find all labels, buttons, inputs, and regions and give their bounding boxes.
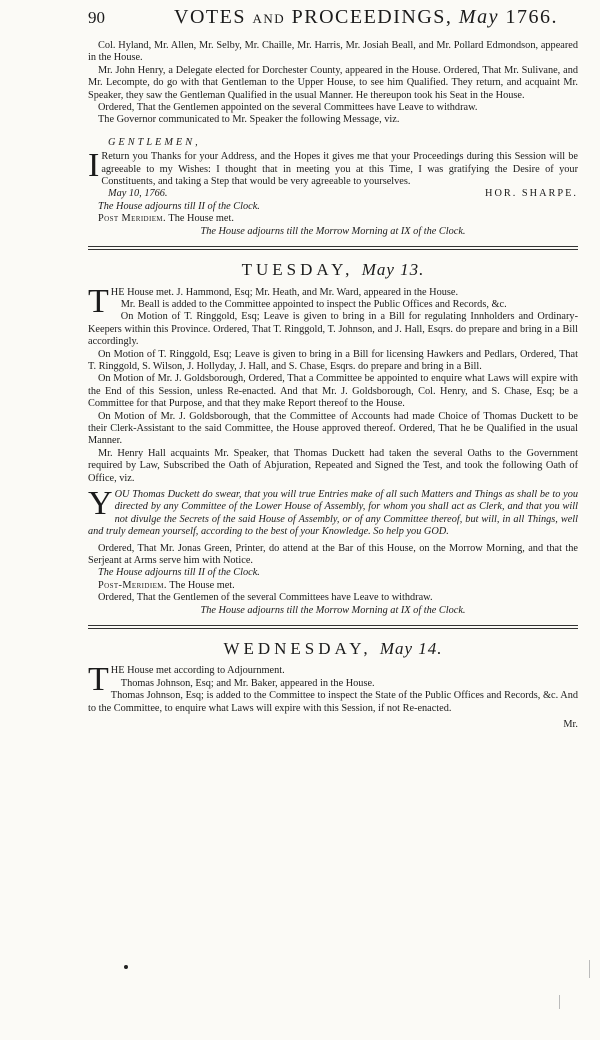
post-meridiem-text: The House met. bbox=[169, 579, 235, 591]
post-meridiem bbox=[88, 580, 578, 592]
paragraph: Mr. Beall is added to the Committee appointed to inspect the Public Offices and Records, &c. bbox=[120, 298, 507, 310]
oath-text: OU Thomas Duckett do swear, that you will true Entries make of all such Matters and Things as shall be to you directed by any Committee of the Lower House of Assembly, for whom you shall act as Clerk, and that you will not divulge the Secrets of the said House of Assembly, or of any Committee thereof, but will, in all Things, well and truly demean yourself, according to the best of your Knowledge. So help you GOD. bbox=[88, 489, 578, 538]
paragraph: Ordered, That the Gentlemen appointed on the several Committees have Leave to withdraw. bbox=[98, 102, 478, 114]
section-date: May 13. bbox=[361, 260, 425, 280]
drop-cap: Y bbox=[88, 485, 113, 522]
message-date: May 10, 1766. bbox=[108, 188, 168, 200]
paragraph: On Motion of T. Ringgold, Esq; Leave is given to bring in a Bill for regulating Innholders and Ordinary-Keepers within this Province. Ordered, That T. Ringgold, T. Johnson, and J. Hall, Esqrs. do prepare and bring in a Bill accordingly. bbox=[88, 311, 578, 348]
section-divider bbox=[88, 625, 578, 626]
post-meridiem bbox=[88, 213, 578, 225]
message-signature-line bbox=[88, 188, 578, 200]
paragraph: On Motion of Mr. J. Goldsborough, Ordered, That a Committee be appointed to enquire what Laws will expire with the End of this Session, unless Re-enacted. And that Mr. J. Goldsborough, Col. Henry, and S. Chase, Esq; be a Committee for that Purpose, and that they make Report thereof to the House. bbox=[88, 373, 578, 410]
page-edge-mark bbox=[589, 960, 590, 978]
paragraph-text: HE House met according to Adjournment. bbox=[110, 665, 285, 677]
section-day: TUESDAY, bbox=[241, 260, 354, 280]
message-salutation: GENTLEMEN, bbox=[108, 136, 201, 148]
paragraph-text: HE House met. J. Hammond, Esq; Mr. Heath, and Mr. Ward, appeared in the House. bbox=[110, 286, 459, 298]
governor-message bbox=[88, 147, 578, 188]
title-votes: VOTES bbox=[174, 6, 246, 28]
section-divider bbox=[88, 628, 578, 629]
oath-of-office bbox=[88, 485, 578, 539]
paragraph: On Motion of Mr. J. Goldsborough, that the Committee of Accounts had made Choice of Thomas Duckett to be their Clerk-Assistant to the said Committee, the House approved thereof. Ordered, That he be Qualified in the usual Manner. bbox=[88, 410, 578, 447]
message-text: Return you Thanks for your Address, and the Hopes it gives me that your Proceedings during this Session will be agreeable to my Wishes: I thought that in meeting you at this Time, I was gratifying the Desire of your Constituents, and taking a Step that would be very agreeable to yourselves. bbox=[101, 151, 578, 188]
paragraph: On Motion of T. Ringgold, Esq; Leave is given to bring in a Bill for licensing Hawkers and Pedlars, Ordered, That T. Ringgold, S. Wilson, J. Hollyday, J. Hall, and S. Chase, Esqrs. do prepare and bring in a Bill. bbox=[88, 348, 578, 372]
page-number: 90 bbox=[88, 8, 105, 27]
message-signature: HOR. SHARPE. bbox=[485, 188, 578, 200]
section-date: May 14. bbox=[379, 639, 443, 659]
section-divider bbox=[88, 246, 578, 247]
drop-cap: T bbox=[88, 282, 109, 320]
post-meridiem-label: Post Meridiem. bbox=[98, 213, 167, 225]
paragraph: Mr. John Henry, a Delegate elected for Dorchester County, appeared in the House. Ordered, That Mr. Sulivane, and Mr. Lecompte, do go with that Gentleman to the Upper House, to see him Qualified. They return, and acquaint Mr. Speaker, they saw the Gentleman Qualified in the usual Manner. He thereupon took his Seat in the House. bbox=[88, 64, 578, 101]
catchword: Mr. bbox=[563, 719, 578, 731]
paragraph: Thomas Johnson, Esq; is added to the Committee to inspect the State of the Public Offices and Records, &c. And to the Committee, to enquire what Laws will expire with this Session, if not Re-enacted. bbox=[88, 690, 578, 714]
page-header bbox=[88, 6, 588, 32]
title-proceedings: PROCEEDINGS, bbox=[291, 6, 453, 28]
section-divider bbox=[88, 249, 578, 250]
running-title bbox=[174, 6, 558, 29]
paragraph: Ordered, That Mr. Jonas Green, Printer, do attend at the Bar of this House, on the Morrow Morning, and that the Serjeant at Arms serve him with Notice. bbox=[88, 542, 578, 567]
paragraph: Ordered, That the Gentlemen of the several Committees have Leave to withdraw. bbox=[98, 592, 433, 604]
title-year: 1766. bbox=[505, 6, 558, 28]
page-body bbox=[88, 40, 578, 732]
post-meridiem-text: The House met. bbox=[168, 213, 234, 225]
paragraph: Mr. Henry Hall acquaints Mr. Speaker, that Thomas Duckett had taken the several Oaths to the Government required by Law, Subscribed the Oath of Abjuration, Repeated and Signed the Test, and took the following Oath of Office, viz. bbox=[88, 447, 578, 484]
adjournment: The House adjourns till the Morrow Morning at IX of the Clock. bbox=[200, 225, 466, 237]
paragraph: Thomas Johnson, Esq; and Mr. Baker, appeared in the House. bbox=[120, 677, 375, 689]
title-and: AND bbox=[252, 11, 286, 26]
drop-cap: I bbox=[88, 147, 100, 185]
drop-cap: T bbox=[88, 661, 109, 699]
paragraph: The Governor communicated to Mr. Speaker the following Message, viz. bbox=[98, 114, 400, 126]
section-heading-tuesday bbox=[88, 260, 578, 280]
paragraph: Col. Hyland, Mr. Allen, Mr. Selby, Mr. Chaille, Mr. Harris, Mr. Josiah Beall, and Mr. Pollard Edmondson, appeared in the House. bbox=[88, 40, 578, 64]
post-meridiem-label: Post-Meridiem. bbox=[98, 579, 167, 591]
adjournment: The House adjourns till the Morrow Morning at IX of the Clock. bbox=[200, 604, 466, 616]
ink-speck bbox=[124, 965, 128, 969]
section-day: WEDNESDAY, bbox=[223, 639, 372, 659]
adjournment: The House adjourns till II of the Clock. bbox=[98, 200, 260, 212]
section-heading-wednesday bbox=[88, 639, 578, 659]
title-month: May bbox=[458, 6, 499, 28]
adjournment: The House adjourns till II of the Clock. bbox=[98, 567, 260, 579]
page-edge-mark bbox=[559, 995, 560, 1009]
